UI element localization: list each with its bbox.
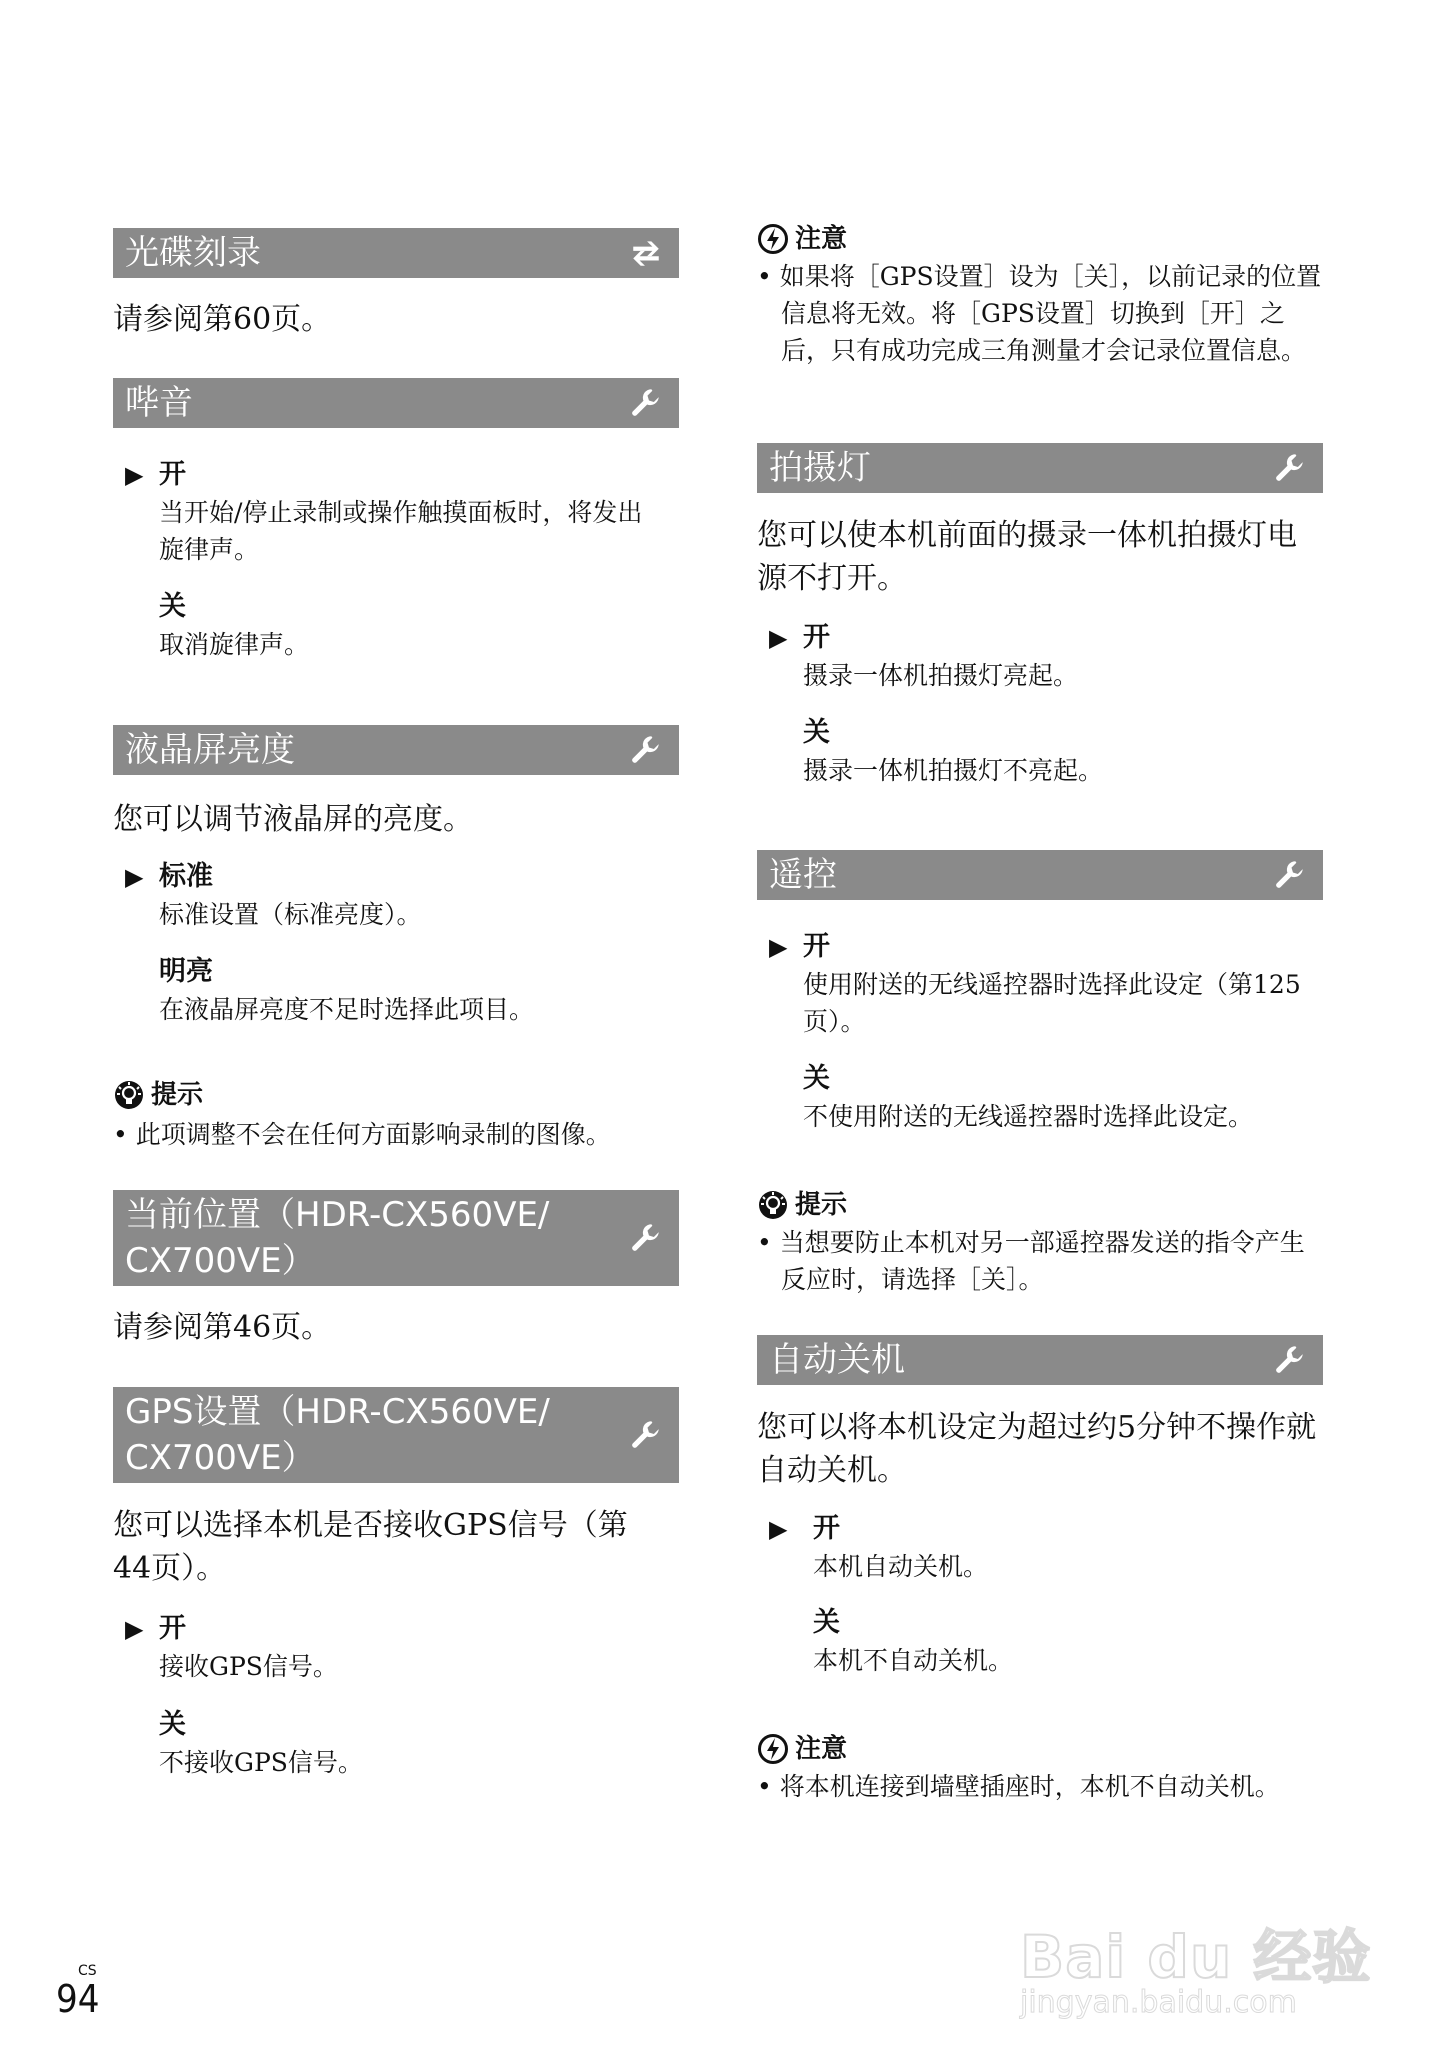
- section-header-current-location: [113, 1190, 679, 1286]
- page-number: 94: [56, 1977, 100, 2021]
- section-title: 自动关机: [769, 1340, 905, 1380]
- wrench-icon: [1273, 451, 1307, 485]
- tip-icon: [113, 1079, 145, 1111]
- wrench-icon: [629, 733, 663, 767]
- section-title: 哔音: [125, 383, 193, 423]
- section-text: 您可以选择本机是否接收GPS信号（第44页）。: [113, 1508, 628, 1586]
- tip-text: • 当想要防止本机对另一部遥控器发送的指令产生反应时，请选择［关］。: [757, 1228, 1305, 1294]
- wrench-icon: [629, 386, 663, 420]
- section-header-auto-power-off: [757, 1335, 1323, 1385]
- section-text: 您可以调节液晶屏的亮度。: [113, 802, 473, 837]
- option-title: 关: [159, 591, 186, 622]
- option-desc: 取消旋律声。: [159, 630, 310, 659]
- section-header-lcd-brightness: [113, 725, 679, 775]
- section-header-remote-control: [757, 850, 1323, 900]
- tip-icon: [757, 1189, 789, 1221]
- option-desc: 本机自动关机。: [813, 1552, 989, 1581]
- wrench-icon: [1273, 1343, 1307, 1377]
- option-title: 明亮: [159, 956, 213, 987]
- wrench-icon: [629, 1418, 663, 1452]
- baidu-watermark: [1020, 1850, 1380, 2030]
- section-title: 拍摄灯: [769, 448, 871, 488]
- caution-title: 注意: [757, 222, 847, 256]
- option-title: 关: [813, 1607, 840, 1638]
- caution-text: • 将本机连接到墙壁插座时，本机不自动关机。: [757, 1772, 1280, 1801]
- wrench-icon: [629, 1221, 663, 1255]
- option-desc: 不使用附送的无线遥控器时选择此设定。: [803, 1102, 1254, 1131]
- option-desc: 不接收GPS信号。: [159, 1748, 363, 1777]
- option-desc: 摄录一体机拍摄灯不亮起。: [803, 756, 1104, 785]
- option-desc: 接收GPS信号。: [159, 1652, 338, 1681]
- caution-title: 注意: [757, 1732, 847, 1766]
- watermark-main-text: Bai du 经验: [1020, 1923, 1372, 1991]
- tip-title: 提示: [113, 1078, 203, 1112]
- language-code: CS: [78, 1963, 97, 1979]
- wrench-icon: [1273, 858, 1307, 892]
- option-title: 关: [803, 1063, 830, 1094]
- option-title: ▶ 开: [125, 1613, 186, 1644]
- caution-text: • 如果将［GPS设置］设为［关］，以前记录的位置信息将无效。将［GPS设置］切换到［开］之后，只有成功完成三角测量才会记录位置信息。: [757, 262, 1322, 365]
- option-desc: 在液晶屏亮度不足时选择此项目。: [159, 995, 535, 1024]
- caution-icon: [757, 223, 789, 255]
- option-desc: 当开始/停止录制或操作触摸面板时，将发出旋律声。: [159, 498, 643, 564]
- option-title: ▶ 开: [769, 622, 830, 653]
- section-title: GPS设置（HDR-CX560VE/ CX700VE）: [125, 1392, 550, 1478]
- section-title: 遥控: [769, 855, 837, 895]
- option-title: 关: [159, 1709, 186, 1740]
- section-header-video-light: [757, 443, 1323, 493]
- section-header-disc-burn: [113, 228, 679, 278]
- option-title: 关: [803, 717, 830, 748]
- section-title: 当前位置（HDR-CX560VE/ CX700VE）: [125, 1195, 550, 1281]
- section-text: 您可以将本机设定为超过约5分钟不操作就自动关机。: [757, 1410, 1317, 1488]
- option-desc: 使用附送的无线遥控器时选择此设定（第125页）。: [803, 970, 1301, 1036]
- transfer-icon: [629, 236, 663, 270]
- section-title: 液晶屏亮度: [125, 730, 295, 770]
- option-desc: 标准设置（标准亮度）。: [159, 900, 422, 929]
- section-text: 请参阅第60页。: [113, 302, 332, 337]
- option-title: ▶ 标准: [125, 861, 213, 892]
- option-desc: 摄录一体机拍摄灯亮起。: [803, 661, 1079, 690]
- section-text: 请参阅第46页。: [113, 1310, 332, 1345]
- watermark-sub-text: jingyan.baidu.com: [1020, 1985, 1297, 2020]
- default-marker-icon: ▶: [125, 863, 144, 891]
- caution-icon: [757, 1733, 789, 1765]
- option-title: ▶ 开: [125, 459, 186, 490]
- default-marker-icon: ▶: [769, 1515, 788, 1543]
- section-header-gps-settings: [113, 1387, 679, 1483]
- tip-title: 提示: [757, 1188, 847, 1222]
- default-marker-icon: ▶: [769, 624, 788, 652]
- option-desc: 本机不自动关机。: [813, 1646, 1014, 1675]
- tip-text: • 此项调整不会在任何方面影响录制的图像。: [113, 1120, 611, 1149]
- default-marker-icon: ▶: [769, 933, 788, 961]
- section-text: 您可以使本机前面的摄录一体机拍摄灯电源不打开。: [757, 518, 1297, 596]
- default-marker-icon: ▶: [125, 1615, 144, 1643]
- section-header-beep: [113, 378, 679, 428]
- default-marker-icon: ▶: [125, 461, 144, 489]
- option-title: ▶ 开: [769, 931, 830, 962]
- section-title: 光碟刻录: [125, 233, 261, 273]
- option-title: ▶ 开: [769, 1513, 840, 1544]
